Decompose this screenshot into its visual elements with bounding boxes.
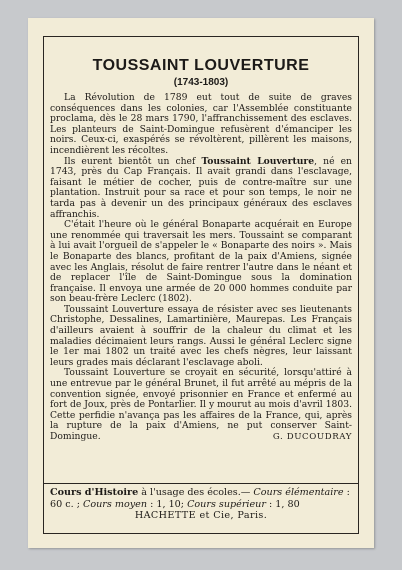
hero-name: Toussaint Louverture	[201, 155, 315, 167]
series-title: Cours d'Histoire	[50, 487, 139, 498]
paragraph-3: C'était l'heure où le général Bonaparte acquérait en Europe une renommée qui traversait les mers. Toussaint se comparant à lui avait l'orgueil de s'appeler le « Bonaparte des noirs ». Mais le Bonaparte des blancs, profitant de la paix d'Amiens, signée avec les Anglais, résolut de faire rentrer l'autre dans le néant et de replacer l'île de Saint-Domingue sous la domination française. Il envoya une armée de 20 000 hommes conduite par son beau-frère Leclerc (1802).	[50, 219, 352, 305]
author-signature: G. DUCOUDRAY	[272, 432, 352, 442]
article-body	[50, 93, 352, 443]
paragraph-4: Toussaint Louverture essaya de résister avec ses lieutenants Christophe, Dessalines, Lamartinière, Maurepas. Les Français d'ailleurs avaient à souffrir de la chaleur du climat et les maladies décimaient leurs rangs. Aussi le général Leclerc signe le 1er mai 1802 un traité avec les chefs nègres, leur laissant leurs grades mais déclarant l'esclavage aboli.	[50, 303, 352, 368]
card-frame	[43, 36, 359, 534]
series-rest: à l'usage des écoles.—	[138, 487, 254, 498]
paragraph-2: Ils eurent bientôt un chef Toussaint Louverture, né en 1743, près du Cap Français. Il avait grandi dans l'esclavage, faisant le métier de cocher, puis de contre-maître sur une plantation. Instruit pour sa race et pour son temps, le noir ne tarda pas à devenir un des principaux généraux des esclaves affranchis.	[50, 155, 352, 220]
sup-price: : 1, 80	[265, 498, 300, 510]
publisher-footer	[50, 487, 352, 522]
moyen-label: Cours moyen	[83, 498, 148, 510]
sup-label: Cours supérieur	[187, 498, 266, 510]
elem-price: : 60 c. ;	[50, 487, 350, 510]
course-line	[50, 487, 352, 510]
elem-label: Cours élémentaire	[253, 487, 344, 498]
history-card	[28, 18, 374, 548]
paragraph-5: Toussaint Louverture se croyait en sécurité, lorsqu'attiré à une entrevue par le général Brunet, il fut arrêté au mépris de la convention signée, envoyé prisonnier en France et enfermé au fort de Joux, près de Pontarlier. Il y mourut au mois d'avril 1803. Cette perfidie n'avança pas les affaires de la France, qui, après la rupture de la paix d'Amiens, ne put conserver Saint-Domingue.	[50, 367, 352, 442]
paragraph-1: La Révolution de 1789 eut tout de suite de graves conséquences dans les colonies, car l'Assemblée constituante proclama, dès le 28 mars 1790, l'affranchissement des esclaves. Les planteurs de Saint-Domingue refusèrent d'émanciper les noirs. Ceux-ci, exaspérés se révoltèrent, pillèrent les maisons, incendièrent les récoltes.	[50, 92, 352, 156]
footer-divider	[44, 483, 358, 484]
life-dates: (1743-1803)	[173, 77, 229, 88]
page-title: TOUSSAINT LOUVERTURE	[92, 57, 310, 74]
moyen-price: : 1, 10;	[147, 498, 188, 510]
publisher-name: HACHETTE et Cie, Paris.	[134, 510, 268, 521]
